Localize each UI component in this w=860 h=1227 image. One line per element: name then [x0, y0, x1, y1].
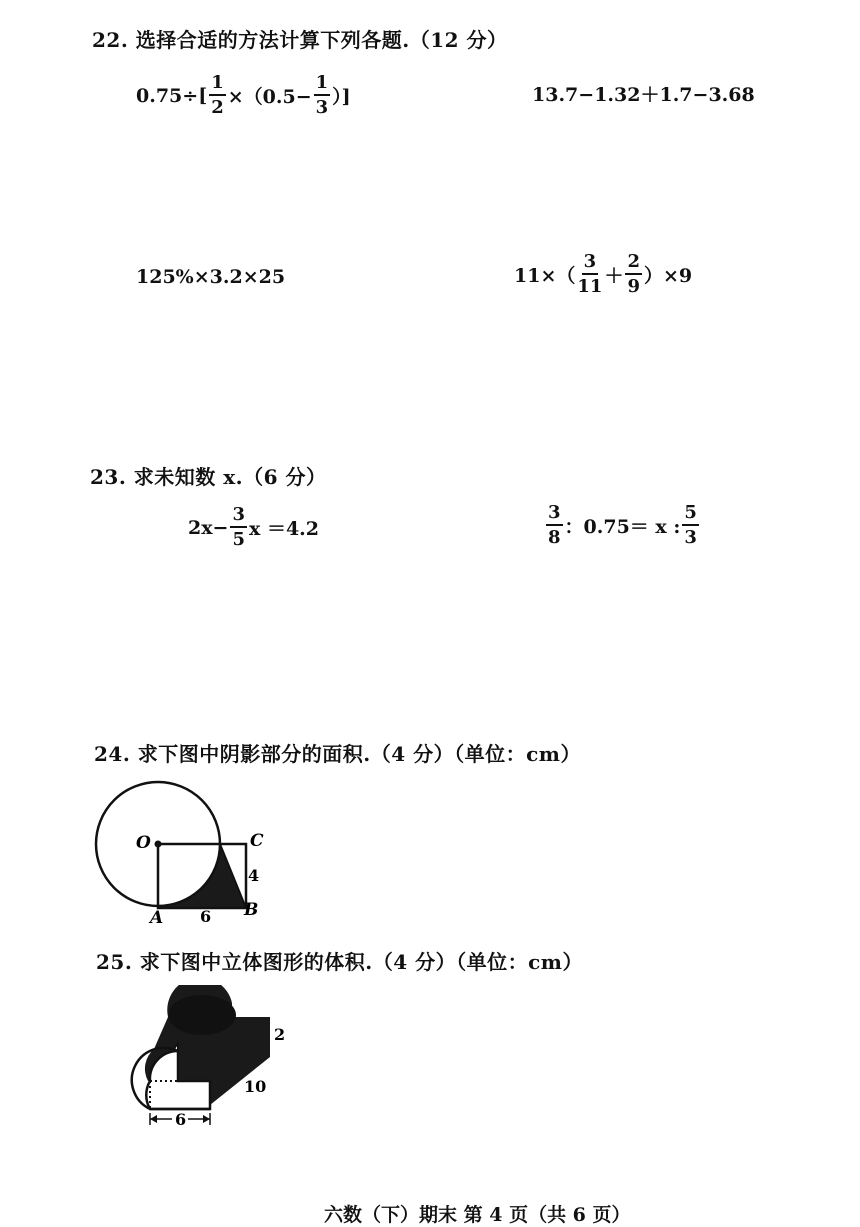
q22-e1-part-c: ）] [332, 86, 351, 108]
q22-e1-fraction-2 [314, 74, 331, 117]
q23-equation-2 [544, 504, 701, 547]
denominator: 5 [232, 529, 245, 550]
q22-e1-part-b: ×（0.5− [227, 86, 312, 108]
q24-title: 24. 求下图中阴影部分的面积.（4 分）（单位：cm） [94, 742, 581, 766]
numerator: 5 [682, 504, 699, 526]
q22-e4-part-b: ）×9 [643, 265, 693, 287]
q25-label-width: 6 [175, 1110, 187, 1129]
denominator: 9 [627, 276, 640, 297]
q22-expression-2: 13.7−1.32＋1.7−3.68 [532, 84, 755, 106]
numerator: 3 [582, 253, 599, 275]
q23-e2-fraction-2 [682, 504, 699, 547]
q23-e1-part-a: 2x− [188, 516, 229, 539]
q22-expression-4 [514, 253, 692, 296]
q25-arrow-right [203, 1115, 210, 1123]
q24-label-c: C [250, 831, 264, 851]
q24-label-a: A [150, 908, 164, 928]
q23-e1-fraction [230, 506, 247, 549]
numerator: 2 [625, 253, 642, 275]
q22-e1-fraction-1 [209, 74, 226, 117]
numerator: 1 [209, 74, 226, 96]
q23-title: 23. 求未知数 x.（6 分） [90, 465, 327, 489]
numerator: 3 [230, 506, 247, 528]
q24-label-length-ab: 6 [200, 907, 212, 926]
q24-figure [80, 770, 310, 930]
q23-e2-part-a: ：0.75＝ x : [564, 516, 681, 538]
q22-expression-3: 125%×3.2×25 [136, 266, 286, 288]
denominator: 3 [684, 527, 697, 548]
q25-label-height: 2 [274, 1025, 286, 1044]
denominator: 2 [211, 97, 224, 118]
q25-top-cap [168, 995, 236, 1035]
q25-label-length: 10 [244, 1077, 267, 1096]
q23-e2-fraction-1 [546, 504, 563, 547]
denominator: 8 [548, 527, 561, 548]
page-footer: 六数（下）期末 第 4 页（共 6 页） [324, 1204, 631, 1226]
q24-label-b: B [244, 900, 259, 920]
q24-center-point [155, 841, 162, 848]
q25-title: 25. 求下图中立体图形的体积.（4 分）（单位：cm） [96, 950, 583, 974]
q25-figure [110, 985, 310, 1135]
q22-e4-part-a: 11×（ [514, 265, 576, 287]
q22-e1-part-a: 0.75÷[ [136, 84, 208, 107]
q22-e4-plus: ＋ [604, 265, 624, 287]
q22-e4-fraction-2 [625, 253, 642, 296]
numerator: 3 [546, 504, 563, 526]
q25-arrow-left [150, 1115, 157, 1123]
q24-label-o: O [136, 833, 151, 853]
q22-expression-1 [136, 74, 351, 117]
q23-e1-part-b: x ＝4.2 [249, 518, 319, 540]
q23-equation-1 [188, 506, 319, 549]
q24-label-length-bc: 4 [248, 866, 260, 885]
q22-title: 22. 选择合适的方法计算下列各题.（12 分） [92, 28, 508, 52]
numerator: 1 [314, 74, 331, 96]
denominator: 11 [577, 276, 603, 297]
q22-e4-fraction-1 [577, 253, 602, 296]
denominator: 3 [315, 97, 329, 118]
